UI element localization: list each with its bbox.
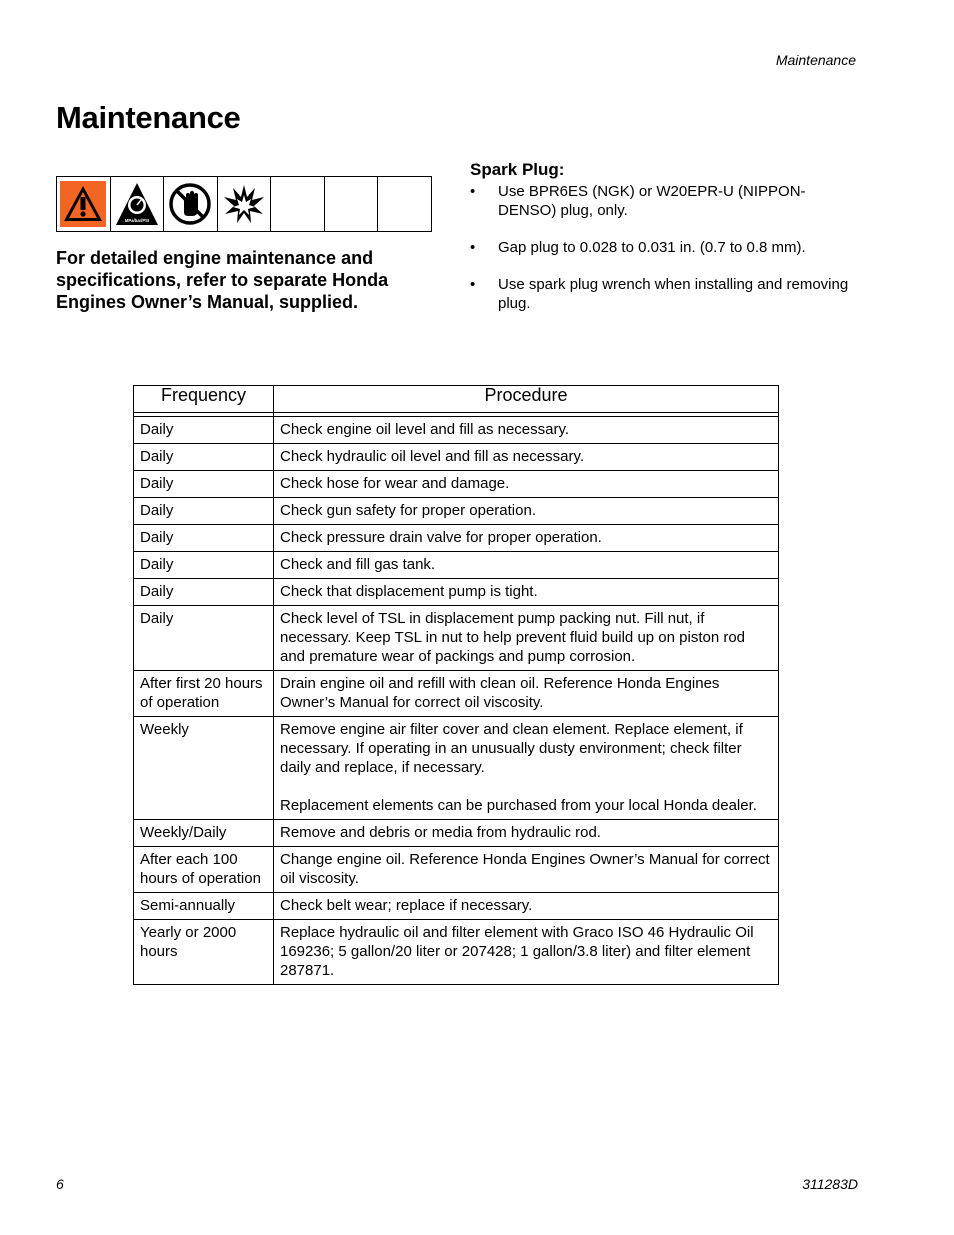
frequency-cell: Daily <box>134 498 274 525</box>
procedure-cell: Check and fill gas tank. <box>274 552 779 579</box>
bullet: • <box>470 276 476 293</box>
icon-cell-empty <box>325 177 379 231</box>
table-row <box>134 820 779 847</box>
procedure-header: Procedure <box>274 386 779 413</box>
table-row <box>134 920 779 985</box>
procedure-cell: Check hose for wear and damage. <box>274 471 779 498</box>
frequency-header: Frequency <box>134 386 274 413</box>
icon-cell-empty <box>378 177 431 231</box>
procedure-cell: Check engine oil level and fill as necessary. <box>274 417 779 444</box>
frequency-cell: Daily <box>134 471 274 498</box>
table-row <box>134 444 779 471</box>
frequency-cell: After each 100 hours of operation <box>134 847 274 893</box>
table-row <box>134 471 779 498</box>
procedure-cell: Remove and debris or media from hydraulic rod. <box>274 820 779 847</box>
frequency-cell: Semi-annually <box>134 893 274 920</box>
warning-triangle-icon <box>60 181 106 227</box>
frequency-cell: After first 20 hours of operation <box>134 671 274 717</box>
table-body <box>134 417 779 985</box>
table-row <box>134 717 779 820</box>
table-header-row <box>134 386 779 413</box>
frequency-cell: Daily <box>134 606 274 671</box>
table-row <box>134 671 779 717</box>
frequency-cell: Daily <box>134 552 274 579</box>
engine-manual-reference-note: For detailed engine maintenance and specifications, refer to separate Honda Engines Owner’s Manual, supplied. <box>56 248 389 312</box>
pressure-gauge-icon <box>114 181 160 227</box>
spark-plug-list <box>470 182 855 331</box>
running-head: Maintenance <box>775 52 856 68</box>
procedure-cell: Check level of TSL in displacement pump packing nut. Fill nut, if necessary. Keep TSL in nut to help prevent fluid build up on piston rod and premature wear of packings and pump corrosion. <box>274 606 779 671</box>
frequency-cell: Weekly/Daily <box>134 820 274 847</box>
list-item <box>470 238 855 257</box>
table-row <box>134 847 779 893</box>
list-item-text: Use BPR6ES (NGK) or W20EPR-U (NIPPON-DENSO) plug, only. <box>498 183 806 219</box>
list-item-text: Gap plug to 0.028 to 0.031 in. (0.7 to 0.8 mm). <box>498 239 806 256</box>
page-title: Maintenance <box>56 100 241 135</box>
procedure-cell: Check that displacement pump is tight. <box>274 579 779 606</box>
frequency-cell: Daily <box>134 417 274 444</box>
icon-cell <box>218 177 272 231</box>
explosion-icon <box>221 181 267 227</box>
list-item <box>470 182 855 220</box>
procedure-cell: Change engine oil. Reference Honda Engines Owner’s Manual for correct oil viscosity. <box>274 847 779 893</box>
no-hand-icon <box>167 181 213 227</box>
icon-cell <box>164 177 218 231</box>
procedure-cell: Check belt wear; replace if necessary. <box>274 893 779 920</box>
procedure-text: Remove engine air filter cover and clean element. Replace element, if necessary. If operating in an unusually dusty environment; check filter daily and replace, if necessary. <box>280 721 743 776</box>
page-number: 6 <box>56 1176 64 1192</box>
frequency-cell: Weekly <box>134 717 274 820</box>
icon-cell <box>111 177 165 231</box>
bullet: • <box>470 183 476 200</box>
table-row <box>134 552 779 579</box>
icon-cell-empty <box>271 177 325 231</box>
procedure-cell: Check hydraulic oil level and fill as necessary. <box>274 444 779 471</box>
list-item-text: Use spark plug wrench when installing and removing plug. <box>498 276 849 312</box>
table-row <box>134 579 779 606</box>
table-row <box>134 525 779 552</box>
bullet: • <box>470 239 476 256</box>
procedure-note: Replacement elements can be purchased from your local Honda dealer. <box>280 797 757 814</box>
warning-icon-strip <box>56 176 432 232</box>
procedure-cell: Replace hydraulic oil and filter element with Graco ISO 46 Hydraulic Oil 169236; 5 gallon/20 liter or 207428; 1 gallon/3.8 liter) and filter element 287871. <box>274 920 779 985</box>
procedure-cell: Check gun safety for proper operation. <box>274 498 779 525</box>
frequency-cell: Daily <box>134 525 274 552</box>
table-row <box>134 417 779 444</box>
frequency-cell: Daily <box>134 444 274 471</box>
maintenance-schedule-table <box>133 385 779 985</box>
icon-cell <box>57 177 111 231</box>
procedure-cell: Check pressure drain valve for proper operation. <box>274 525 779 552</box>
psi-label: MPa/bar/PSI <box>124 218 149 223</box>
table-row <box>134 893 779 920</box>
procedure-cell: Drain engine oil and refill with clean oil. Reference Honda Engines Owner’s Manual for correct oil viscosity. <box>274 671 779 717</box>
spark-plug-heading: Spark Plug: <box>470 160 565 179</box>
document-number: 311283D <box>802 1176 858 1192</box>
list-item <box>470 275 855 313</box>
procedure-cell <box>274 717 779 820</box>
frequency-cell: Daily <box>134 579 274 606</box>
table-row <box>134 606 779 671</box>
frequency-cell: Yearly or 2000 hours <box>134 920 274 985</box>
table-row <box>134 498 779 525</box>
